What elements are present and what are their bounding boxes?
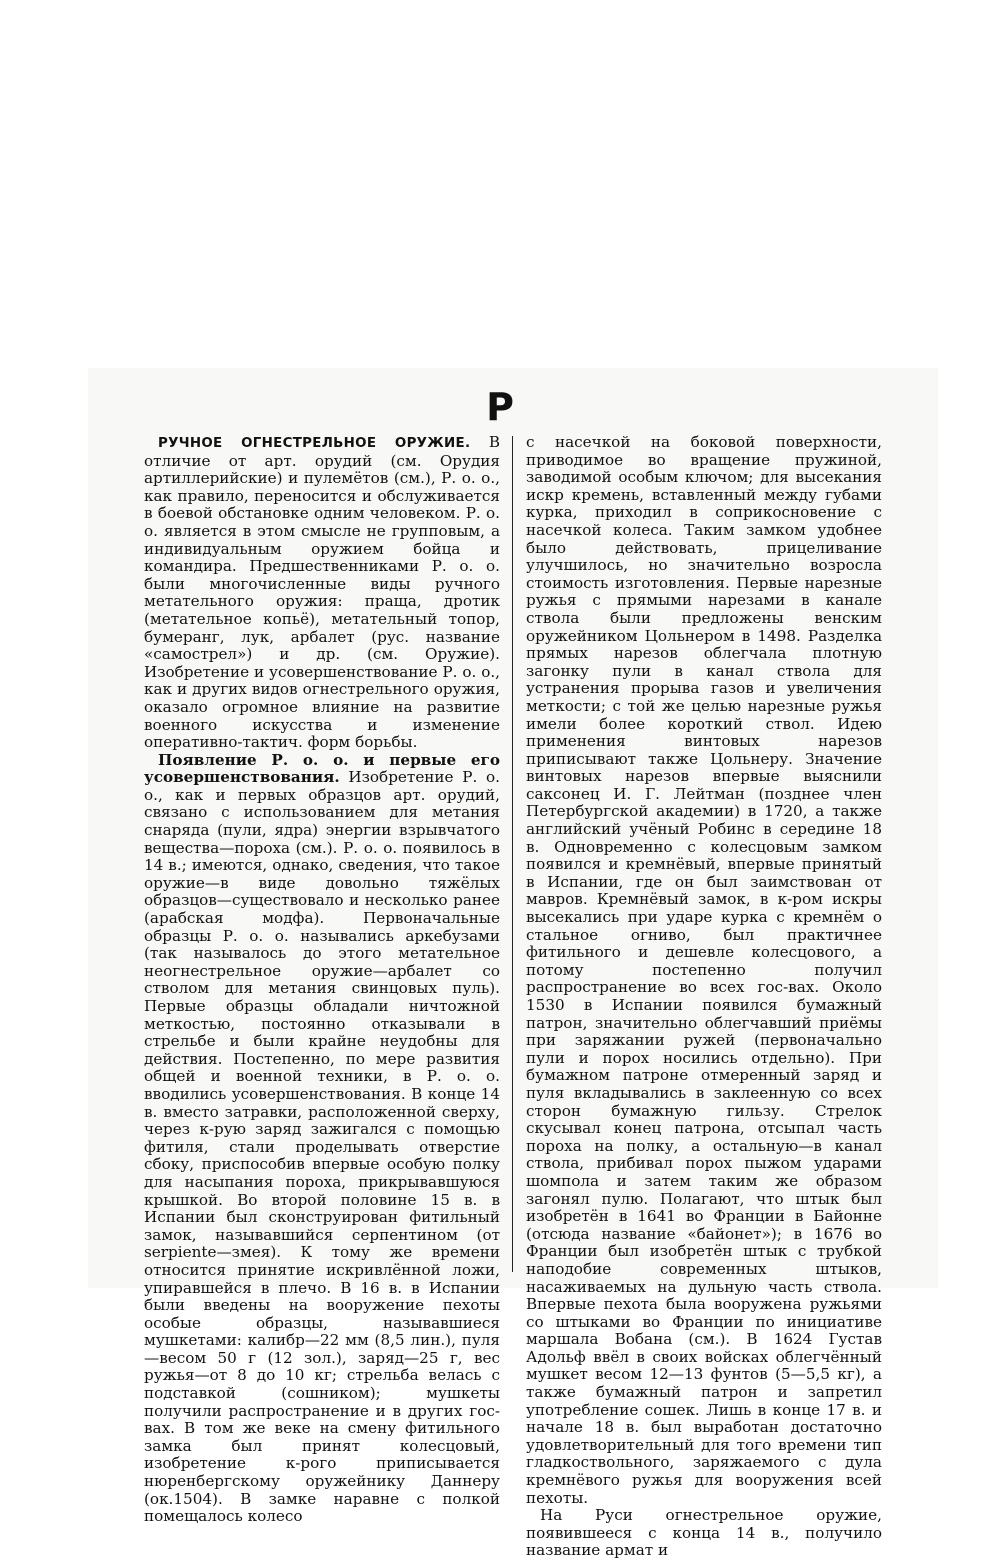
subsection-title: Появление Р. о. о. и первые его усовершенствования. (144, 750, 500, 787)
subsection-body-part-1: Изобретение Р. о. о., как и первых образцов арт. орудий, связано с использованием для метания снаряда (пули, ядра) энергии взрывчатого вещества—пороха (см.). Р. о. о. появилось в 14 в.; имеются, однако, сведения, что такое оружие—в виде довольно тяжёлых образцов—существовало и несколько ранее (арабская модфа). Первоначальные образцы Р. о. о. назывались аркебузами (так называлось до этого метательное неогнестрельное оружие—арбалет со стволом для метания свинцовых пуль). Первые образцы обладали ничтожной меткостью, постоянно отказывали в стрельбе и были крайне неудобны для действия. Постепенно, по мере развития общей и военной техники, в Р. о. о. вводились усовершенствования. В конце 14 в. вместо затравки, расположенной сверху, через к-рую заряд зажигался с помощью фитиля, стали проделывать отверстие сбоку, приспособив впервые особую полку для насыпания пороха, прикрывавшуюся крышкой. Во второй половине 15 в. в Испании был сконструирован фитильный замок, называвшийся серпентином (от serpiente—змея). К тому же времени относится принятие искривлённой ложи, упиравшейся в плечо. В 16 в. в Испании были введены на вооружение пехоты особые образцы, называвшиеся мушкетами: калибр—22 мм (8,5 лин.), пуля—весом 50 г (12 зол.), заряд—25 г, вес ружья—от 8 до 10 кг; стрельба велась с подставкой (сошником); мушкеты получили распространение и в других гос-вах. В том же веке на смену фитильного замка был принят колесцовый, изобретение к-рого приписывается нюренбергскому оружейнику Даннеру (ок.1504). В замке наравне с полкой помещалось колесо (144, 768, 500, 1526)
section-letter-heading: Р (486, 385, 514, 429)
continued-paragraph (526, 434, 882, 1507)
article-intro-text: В отличие от арт. орудий (см. Орудия артиллерийские) и пулемётов (см.), Р. о. о., как правило, переносится и обслуживается в боевой обстановке одним человеком. Р. о. о. является в этом смысле не групповым, а индивидуальным оружием бойца и командира. Предшественниками Р. о. о. были многочисленные виды ручного метательного оружия: праща, дротик (метательное копьё), метательный топор, бумеранг, лук, арбалет (рус. название «самострел») и др. (см. Оружие). Изобретение и усовершенствование Р. о. о., как и других видов огнестрельного оружия, оказало огромное влияние на развитие военного искусства и изменение оперативно-тактич. форм борьбы. (144, 433, 500, 752)
column-divider (512, 436, 513, 1272)
text-column-right (526, 433, 882, 1560)
subsection-paragraph (144, 752, 500, 1526)
intro-paragraph (144, 434, 500, 752)
text-column-left (144, 433, 500, 1526)
article-title: РУЧНОЕ ОГНЕСТРЕЛЬНОЕ ОРУЖИЕ. (158, 436, 471, 451)
final-paragraph-text: На Руси огнестрельное оружие, появившееся с конца 14 в., получило название армат и (526, 1506, 882, 1560)
subsection-body-part-2: с насечкой на боковой поверхности, приводимое во вращение пружиной, заводимой особым ключом; для высекания искр кремень, вставленный между губами курка, приходил в соприкосновение с насечкой колеса. Таким замком удобнее было действовать, прицеливание улучшилось, но значительно возросла стоимость изготовления. Первые нарезные ружья с прямыми нарезами в канале ствола были предложены венским оружейником Цольнером в 1498. Разделка прямых нарезов облегчала плотную загонку пули в канал ствола для устранения прорыва газов и увеличения меткости; с той же целью нарезные ружья имели более короткий ствол. Идею применения винтовых нарезов приписывают также Цольнеру. Значение винтовых нарезов впервые выяснили саксонец И. Г. Лейтман (позднее член Петербургской академии) в 1720, а также английский учёный Робинс в середине 18 в. Одновременно с колесцовым замком появился и кремнёвый, впервые принятый в Испании, где он был заимствован от мавров. Кремнёвый замок, в к-ром искры высекались при ударе курка с кремнём о стальное огниво, был практичнее фитильного и дешевле колесцового, а потому постепенно получил распространение во всех гос-вах. Около 1530 в Испании появился бумажный патрон, значительно облегчавший приёмы при заряжании ружей (первоначально пули и порох носились отдельно). При бумажном патроне отмеренный заряд и пуля вкладывались в заклеенную со всех сторон бумажную гильзу. Стрелок скусывал конец патрона, отсыпал часть пороха на полку, а остальную—в канал ствола, прибивал порох пыжом ударами шомпола и затем таким же образом загонял пулю. Полагают, что штык был изобретён в 1641 во Франции в Байонне (отсюда название «байонет»); в 1676 во Франции был изобретён штык с трубкой наподобие современных штыков, насаживаемых на дульную часть ствола. Впервые пехота была вооружена ружьями со штыками во Франции по инициативе маршала Вобана (см.). В 1624 Густав Адольф ввёл в своих войсках облегчённый мушкет весом 12—13 фунтов (5—5,5 кг), а также бумажный патрон и запретил употребление сошек. Лишь в конце 17 в. и начале 18 в. был выработан достаточно удовлетворительный для того времени тип гладкоствольного, заряжаемого с дула кремнёвого ружья для вооружения всей пехоты. (526, 433, 882, 1507)
final-paragraph (526, 1507, 882, 1560)
